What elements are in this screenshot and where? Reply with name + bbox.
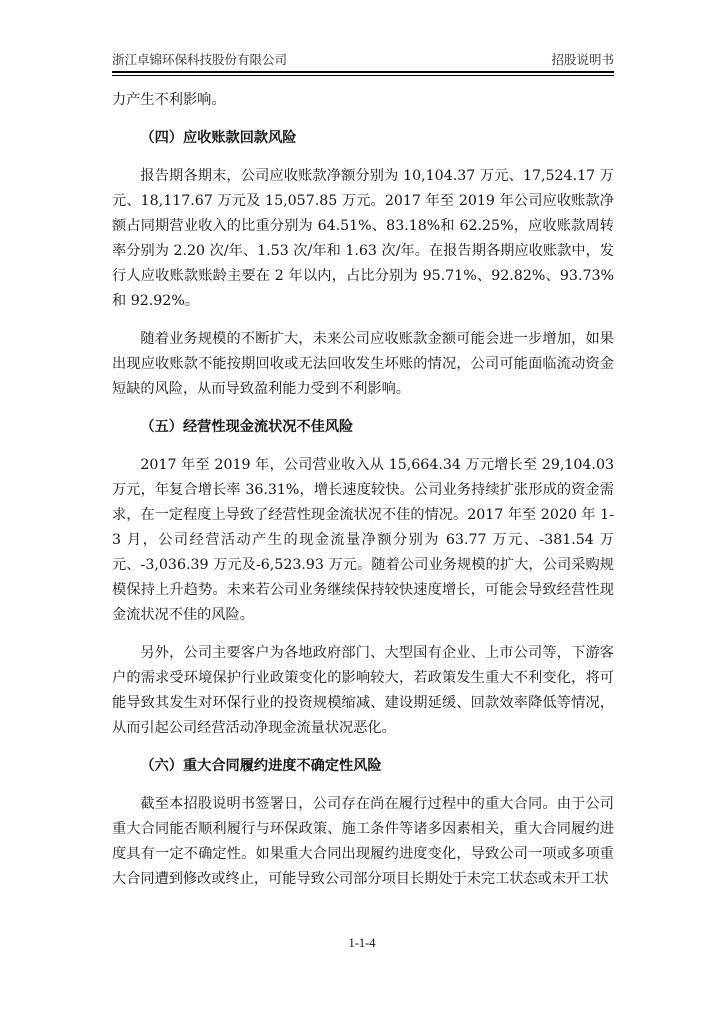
section-6-heading: （六）重大合同履约进度不确定性风险 xyxy=(140,758,382,774)
section-4-heading: （四）应收账款回款风险 xyxy=(140,130,297,146)
header-rule-thin xyxy=(112,75,614,76)
header-company-name: 浙江卓锦环保科技股份有限公司 xyxy=(112,52,288,67)
page-header xyxy=(112,50,614,70)
section-5-paragraph-2: 另外，公司主要客户为各地政府部门、大型国有企业、上市公司等，下游客户的需求受环境保护行业政策变化的影响较大，若政策发生重大不利变化，将可能导致其发生对环保行业的投资规模缩减、建设期延缓、回款效率降低等情况，从而引起公司经营活动净现金流量状况恶化。 xyxy=(112,645,614,736)
section-5-paragraph-1: 2017 年至 2019 年，公司营业收入从 15,664.34 万元增长至 29,104.03 万元，年复合增长率 36.31%，增长速度较快。公司业务持续扩张形成的资金需求，在一定程度上导致了经营性现金流状况不佳的情况。2017 年至 2020 年 1-3 月，公司经营活动产生的现金流量净额分别为 63.77 万元、-381.54 万元、-3,036.39 万元及-6,523.93 万元。随着公司业务规模的扩大，公司采购规模保持上升趋势。未来若公司业务继续保持较快速度增长，可能会导致经营性现金流状况不佳的风险。 xyxy=(112,457,614,623)
header-document-type: 招股说明书 xyxy=(551,52,614,67)
section-4-paragraph-1: 报告期各期末，公司应收账款净额分别为 10,104.37 万元、17,524.17 万元、18,117.67 万元及 15,057.85 万元。2017 年至 2019 年公司应收账款净额占同期营业收入的比重分别为 64.51%、83.18%和 62.25%，应收账款周转率分别为 2.20 次/年、1.53 次/年和 1.63 次/年。在报告期各期应收账款中，发行人应收账款账龄主要在 2 年以内，占比分别为 95.71%、92.82%、93.73%和 92.92%。 xyxy=(112,168,614,309)
section-4-paragraph-2: 随着业务规模的不断扩大，未来公司应收账款金额可能会进一步增加，如果出现应收账款不能按期回收或无法回收发生坏账的情况，公司可能面临流动资金短缺的风险，从而导致盈利能力受到不利影响。 xyxy=(112,331,614,397)
page-body xyxy=(112,88,614,892)
section-5-heading: （五）经营性现金流状况不佳风险 xyxy=(140,419,354,435)
section-6-paragraph-1: 截至本招股说明书签署日，公司存在尚在履行过程中的重大合同。由于公司重大合同能否顺利履行与环保政策、施工条件等诸多因素相关，重大合同履约进度具有一定不确定性。如果重大合同出现履约进度变化，导致公司一项或多项重大合同遭到修改或终止，可能导致公司部分项目长期处于未完工状态或未开工状 xyxy=(112,796,614,887)
intro-continuation: 力产生不利影响。 xyxy=(112,92,226,108)
page-number: 1-1-4 xyxy=(348,936,376,950)
header-rule-thick xyxy=(112,71,614,73)
